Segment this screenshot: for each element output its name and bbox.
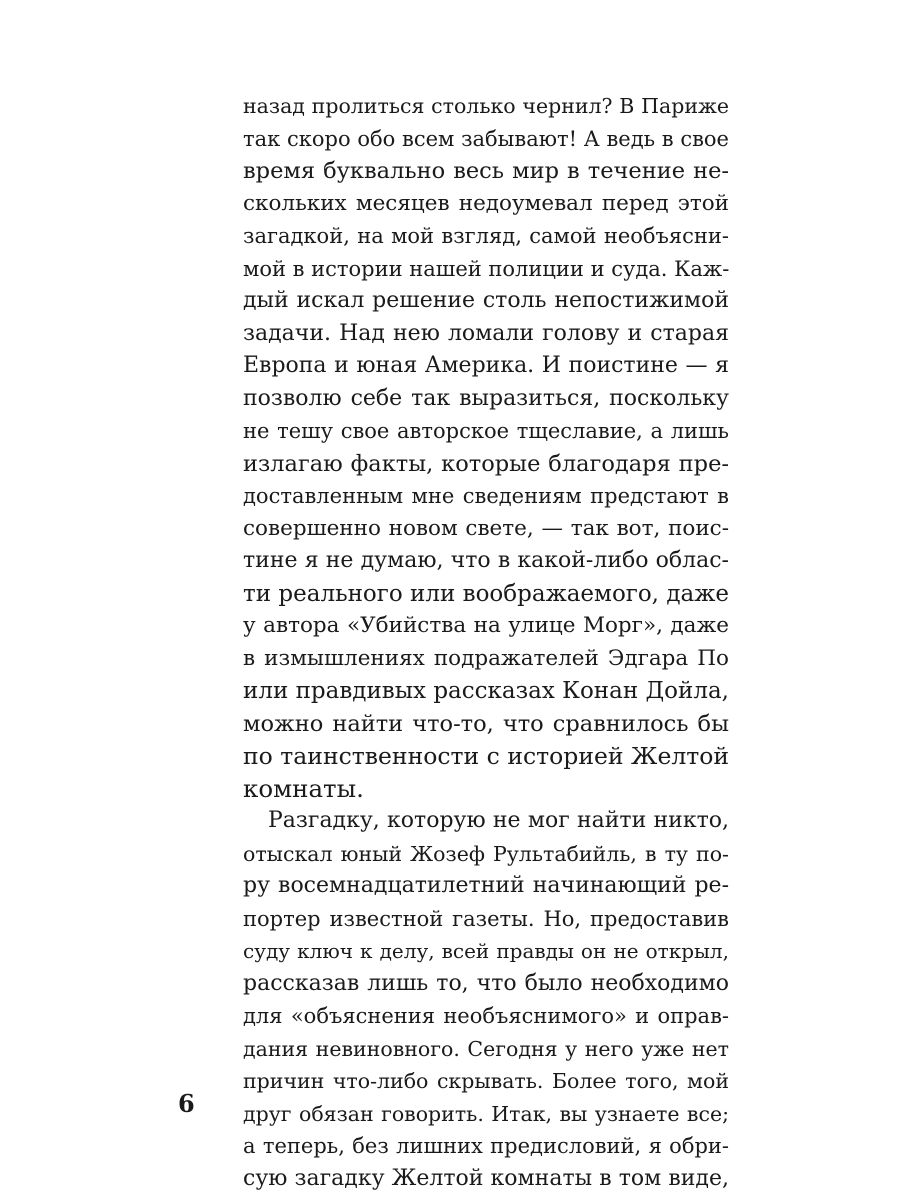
text-line: тине я не думаю, что в какой-либо облас- [243,548,729,573]
text-line: в измышлениях подражателей Эдгара По [243,645,729,671]
text-line: сую загадку Желтой комнаты в том виде, [243,1165,729,1191]
page-number: 6 [178,1089,195,1118]
text-line: рассказав лишь то, что было необходимо [243,970,729,996]
paragraph-2 [243,805,729,1195]
text-line: портер известной газеты. Но, предоставив [243,906,729,931]
text-line: время буквально весь мир в течение не- [243,158,729,184]
text-line: дания невиновного. Сегодня у него уже нет [243,1036,729,1061]
text-line: позволю себе так выразиться, поскольку [243,385,729,411]
text-line: у автора «Убийства на улице Морг», даже [243,613,729,638]
text-line: комнаты. [243,773,364,803]
text-line: или правдивых рассказах Конан Дойла, [243,678,729,704]
text-line: назад пролиться столько чернил? В Париже [243,94,729,118]
text-line: суду ключ к делу, всей правды он не открыл, [243,939,729,963]
body-text [243,90,729,1195]
text-line: ти реального или воображаемого, даже [243,580,729,607]
text-line: задачи. Над нею ломали голову и старая [243,320,729,346]
text-line: совершенно новом свете, — так вот, поис- [243,515,729,541]
text-line: отыскал юный Жозеф Рультабийль, в ту по- [243,841,729,866]
text-line: дый искал решение столь непостижимой [243,288,729,313]
paragraph-1 [243,90,729,805]
text-line: друг обязан говорить. Итак, вы узнаете все; [243,1101,729,1126]
text-line: не тешу свое авторское тщеславие, а лишь [243,419,729,443]
text-line: доставленным мне сведениям предстают в [243,484,729,508]
text-line: загадкой, на мой взгляд, самой необъясни- [243,224,729,248]
text-line: для «объяснения необъяснимого» и оправ- [243,1004,729,1028]
text-line: по таинственности с историей Желтой [243,742,729,770]
text-line: мой в истории нашей полиции и суда. Каж- [243,256,729,281]
text-line: а теперь, без лишних предисловий, я обри- [243,1134,729,1158]
text-line: причин что-либо скрывать. Более того, мой [243,1069,729,1093]
text-line: скольких месяцев недоумевал перед этой [243,190,729,216]
text-line: Европа и юная Америка. И поистине — я [243,353,729,378]
text-line: можно найти что-то, что сравнилось бы [243,710,729,737]
text-line: ру восемнадцатилетний начинающий ре- [243,873,729,898]
text-line: так скоро обо всем забывают! А ведь в свое [243,126,729,151]
text-line: Разгадку, которую не мог найти никто, [268,808,729,833]
text-line: излагаю факты, которые благодаря пре- [243,450,729,477]
